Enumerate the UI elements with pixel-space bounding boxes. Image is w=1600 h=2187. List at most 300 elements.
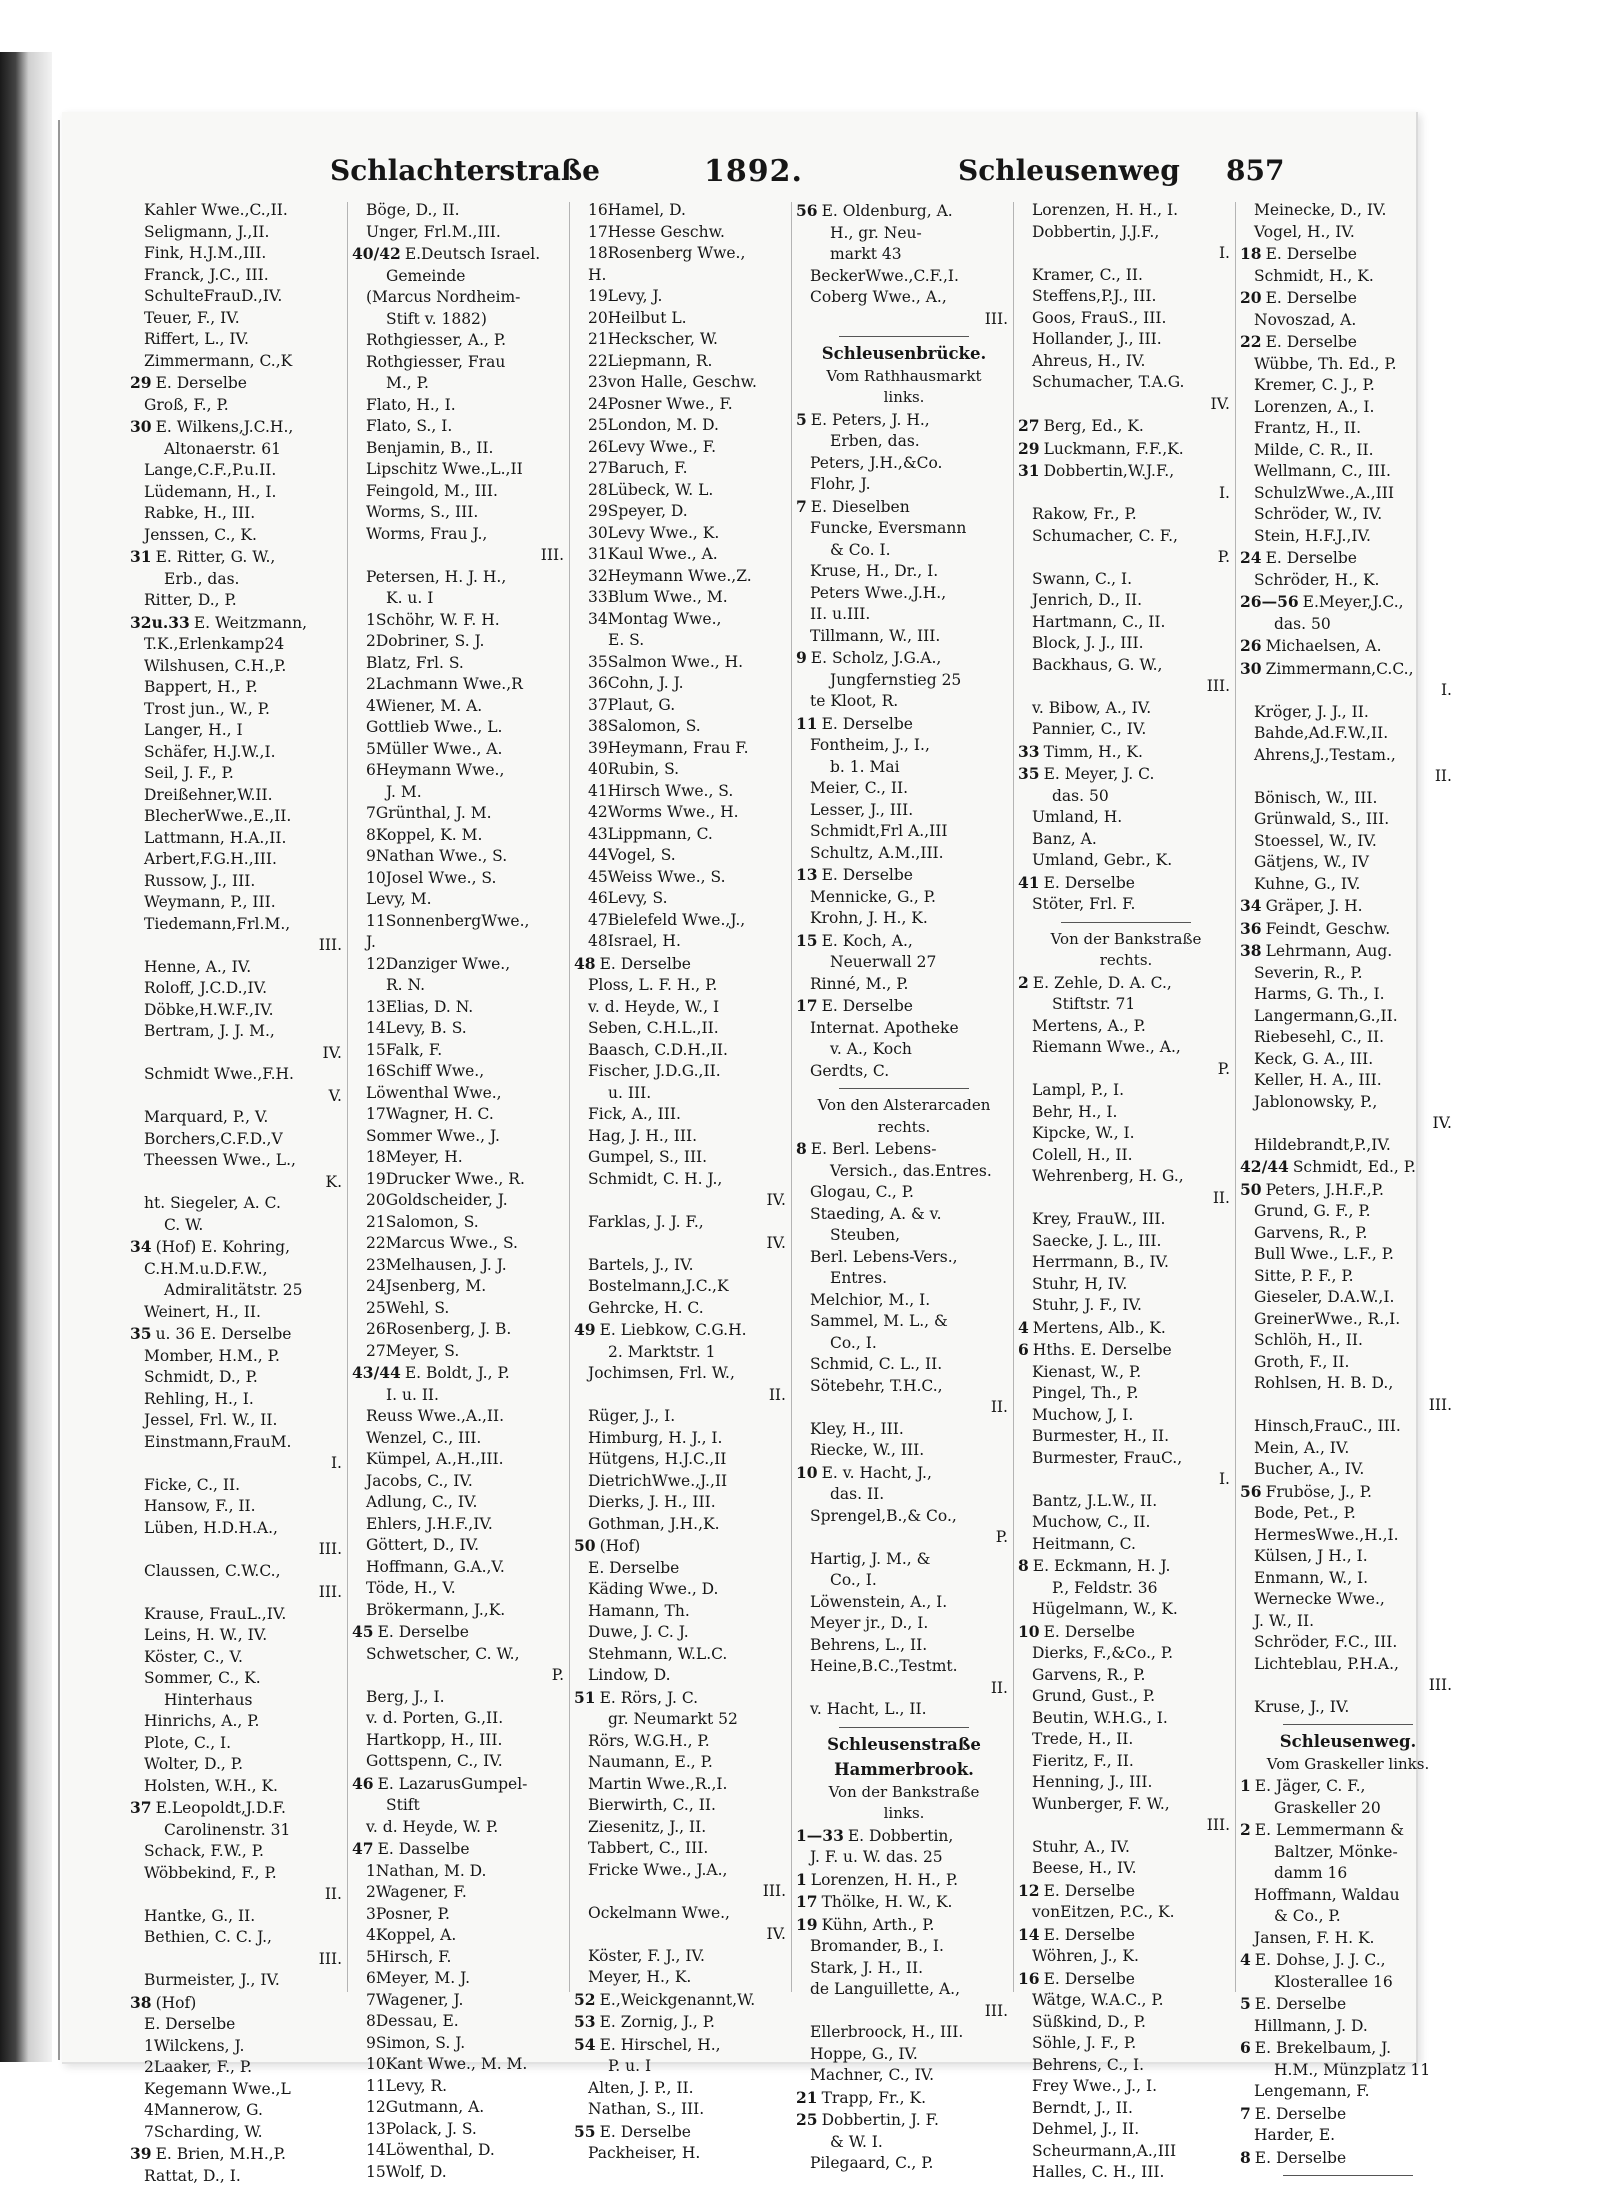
entry-text: 44Vogel, S. [588, 846, 676, 864]
directory-entry [574, 501, 790, 523]
entry-text: Ellerbroock, H., III. [810, 2023, 963, 2041]
directory-entry [130, 1021, 346, 1043]
entry-text: Dobbertin,W.J.F., [1044, 462, 1175, 480]
directory-entry [1240, 614, 1456, 636]
directory-entry [796, 1225, 1012, 1247]
entry-text: Plote, C., I. [144, 1734, 231, 1752]
entry-text: E. Derselbe [1255, 2105, 1346, 2123]
entry-text: Hoffmann, Waldau [1254, 1886, 1400, 1904]
entry-text: Hartkopp, H., III. [366, 1731, 502, 1749]
entry-text: 22Liepmann, R. [588, 352, 712, 370]
entry-text: E. Derselbe [1044, 874, 1135, 892]
entry-text: Fieritz, F., II. [1032, 1752, 1134, 1770]
entry-text: Bantz, J.L.W., II. [1032, 1492, 1157, 1510]
directory-entry [1018, 1383, 1234, 1405]
directory-entry [352, 1557, 568, 1579]
entry-text: E. Weitzmann, [194, 614, 307, 632]
house-number: 2 [1240, 1819, 1251, 1841]
entry-text: IV. [766, 1191, 786, 1209]
entry-text: Berl. Lebens-Vers., [810, 1248, 958, 1266]
entry-text: Köster, F. J., IV. [588, 1947, 705, 1965]
entry-text: Mein, A., IV. [1254, 1439, 1349, 1457]
entry-text: J. [366, 933, 376, 951]
house-number: 38 [1240, 940, 1262, 962]
entry-text: & Co. I. [830, 541, 891, 559]
entry-text: E. Derselbe [156, 374, 247, 392]
entry-text: 41Hirsch Wwe., S. [588, 782, 733, 800]
entry-text: Saecke, J. L., III. [1032, 1232, 1161, 1250]
entry-text: IV. [766, 1925, 786, 1943]
entry-text: Meier, C., II. [810, 779, 908, 797]
entry-text: II. [991, 1679, 1008, 1697]
entry-text: E. Derselbe [588, 1559, 679, 1577]
entry-text: Trede, H., II. [1032, 1730, 1133, 1748]
directory-entry [796, 1268, 1012, 1290]
entry-text: 25Wehl, S. [366, 1299, 449, 1317]
entry-text: Jacobs, C., IV. [366, 1472, 473, 1490]
entry-text: Bierwirth, C., II. [588, 1796, 716, 1814]
entry-text: 11Levy, R. [366, 2077, 447, 2095]
entry-text: Krey, FrauW., III. [1032, 1210, 1165, 1228]
directory-entry [1240, 1568, 1456, 1590]
directory-entry [796, 1914, 1012, 1937]
directory-entry [796, 1656, 1012, 1678]
entry-text: Bull Wwe., L.F., P. [1254, 1245, 1394, 1263]
entry-text: Jansen, F. H. K. [1254, 1929, 1374, 1947]
directory-entry [1018, 2098, 1234, 2120]
entry-text: Garvens, R., P. [1254, 1224, 1367, 1242]
entry-text: E. Derselbe [1044, 1970, 1135, 1988]
directory-entry [130, 1172, 346, 1194]
entry-text: GreinerWwe., R.,I. [1254, 1310, 1400, 1328]
house-number: 51 [574, 1687, 596, 1709]
entry-text: Lüben, H.D.H.A., [144, 1519, 278, 1537]
entry-text: E. Derselbe [144, 2015, 235, 2033]
entry-text: Benjamin, B., II. [366, 439, 493, 457]
directory-entry [796, 1247, 1012, 1269]
entry-text: 20Goldscheider, J. [366, 1191, 508, 1209]
directory-entry [574, 1558, 790, 1580]
entry-text: 31Kaul Wwe., A. [588, 545, 718, 563]
directory-entry [130, 546, 346, 569]
entry-text: Packheiser, H. [588, 2144, 700, 2162]
entry-text: Levy, M. [366, 890, 432, 908]
entry-text: Co., I. [830, 1334, 877, 1352]
directory-entry [352, 2119, 568, 2141]
entry-text: Hollander, J., III. [1032, 330, 1162, 348]
directory-entry [574, 1687, 790, 1710]
directory-entry [1240, 2060, 1456, 2082]
directory-entry [1018, 829, 1234, 851]
entry-text: Köster, C., V. [144, 1648, 243, 1666]
directory-entry [796, 1549, 1012, 1571]
entry-text: Stehmann, W.L.C. [588, 1645, 727, 1663]
directory-entry [574, 1342, 790, 1364]
directory-entry [130, 1561, 346, 1583]
entry-text: Dierks, J. H., III. [588, 1493, 716, 1511]
directory-entry [352, 868, 568, 890]
directory-entry [1018, 1729, 1234, 1751]
directory-entry [1018, 526, 1234, 548]
entry-text: Sprengel,B.,& Co., [810, 1507, 957, 1525]
entry-text: Trost jun., W., P. [144, 700, 270, 718]
directory-entry [130, 2036, 346, 2058]
entry-text: R. N. [386, 976, 425, 994]
house-number: 34 [1240, 895, 1262, 917]
entry-text: Henne, A., IV. [144, 958, 251, 976]
house-number: 47 [352, 1838, 374, 1860]
house-number: 40/42 [352, 243, 401, 265]
directory-entry [796, 2065, 1012, 2087]
entry-text: Seil, J. F., P. [144, 764, 234, 782]
directory-entry [352, 1492, 568, 1514]
entry-text: Severin, R., P. [1254, 964, 1363, 982]
entry-text: Carolinenstr. 31 [164, 1821, 290, 1839]
entry-text: v. Hacht, L., II. [810, 1700, 927, 1718]
entry-text: Peters, J.H.,&Co. [810, 454, 942, 472]
directory-entry [352, 2097, 568, 2119]
directory-entry [130, 892, 346, 914]
directory-entry [574, 1169, 790, 1191]
entry-text: Henning, J., III. [1032, 1773, 1152, 1791]
directory-entry [796, 1592, 1012, 1614]
street-direction: links. [796, 1803, 1012, 1825]
directory-entry [1240, 504, 1456, 526]
directory-entry [796, 1825, 1012, 1848]
house-number: 2 [1018, 972, 1029, 994]
entry-text: Peters Wwe.,J.H., [810, 584, 946, 602]
entry-text: E. Hirschel, H., [600, 2036, 721, 2054]
entry-text: u. 36 E. Derselbe [156, 1325, 292, 1343]
entry-text: Langermann,G.,II. [1254, 1007, 1398, 1025]
entry-text: Ficke, C., II. [144, 1476, 240, 1494]
directory-entry [796, 1138, 1012, 1161]
directory-entry [1240, 1697, 1456, 1719]
house-number: 24 [1240, 547, 1262, 569]
entry-text: Jungfernstieg 25 [830, 671, 961, 689]
entry-text: E. Derselbe [378, 1623, 469, 1641]
entry-text: Groth, F., II. [1254, 1353, 1349, 1371]
entry-text: Krause, FrauL.,IV. [144, 1605, 286, 1623]
street-direction: Von den Alsterarcaden [796, 1095, 1012, 1117]
entry-text: Keck, G. A., III. [1254, 1050, 1373, 1068]
directory-entry [130, 1150, 346, 1172]
house-number: 29 [1018, 438, 1040, 460]
entry-text: Jochimsen, Frl. W., [588, 1364, 735, 1382]
directory-entry [1018, 329, 1234, 351]
directory-entry [1240, 418, 1456, 440]
house-number: 1 [796, 1869, 807, 1891]
entry-text: Kröger, J. J., II. [1254, 703, 1369, 721]
entry-text: II. [325, 1885, 342, 1903]
entry-text: Hantke, G., II. [144, 1907, 255, 1925]
directory-entry [574, 1881, 790, 1903]
directory-entry [130, 871, 346, 893]
entry-text: Rothgiesser, Frau [366, 353, 505, 371]
directory-entry [352, 1861, 568, 1883]
directory-entry [574, 1967, 790, 1989]
directory-entry [1018, 1339, 1234, 1362]
directory-entry [1240, 940, 1456, 963]
entry-text: Fink, H.J.M.,III. [144, 244, 266, 262]
directory-entry [1240, 2103, 1456, 2126]
directory-entry [1018, 1837, 1234, 1859]
directory-entry [1018, 1880, 1234, 1903]
directory-entry [1018, 1621, 1234, 1644]
directory-entry [1240, 483, 1456, 505]
directory-entry [1240, 766, 1456, 788]
entry-text: Seligmann, J.,II. [144, 223, 269, 241]
directory-entry [1018, 394, 1234, 416]
entry-text: Bethien, C. C. J., [144, 1928, 272, 1946]
entry-text: C.H.M.u.D.F.W., [144, 1260, 268, 1278]
entry-text: Stiftstr. 71 [1052, 995, 1135, 1013]
entry-text: Beese, H., IV. [1032, 1859, 1137, 1877]
entry-text: Trapp, Fr., K. [822, 2089, 926, 2107]
entry-text: Duwe, J. C. J. [588, 1623, 689, 1641]
directory-entry [1240, 963, 1456, 985]
directory-entry [796, 800, 1012, 822]
entry-text: Pilegaard, C., P. [810, 2154, 933, 2172]
directory-entry [130, 308, 346, 330]
entry-text: Backhaus, G. W., [1032, 656, 1162, 674]
directory-entry [796, 1891, 1012, 1914]
street-heading: Hammerbrook. [796, 1759, 1012, 1781]
directory-entry [1018, 1534, 1234, 1556]
entry-text: 37Plaut, G. [588, 696, 675, 714]
directory-entry [574, 1903, 790, 1925]
entry-text: Fruböse, J., P. [1266, 1483, 1372, 1501]
entry-text: Stark, J. H., II. [810, 1959, 923, 1977]
directory-entry [130, 243, 346, 265]
directory-entry [1240, 266, 1456, 288]
directory-entry [352, 610, 568, 632]
header-street-left: Schlachterstraße [330, 154, 600, 187]
entry-text: Gumpel, S., III. [588, 1148, 707, 1166]
directory-entry [574, 695, 790, 717]
directory-entry [1240, 1863, 1456, 1885]
entry-text: I. [1219, 244, 1230, 262]
directory-entry [352, 287, 568, 309]
entry-text: Schröder, F.C., III. [1254, 1633, 1397, 1651]
entry-text: Banz, A. [1032, 830, 1097, 848]
house-number: 50 [574, 1535, 596, 1557]
entry-text: Bartels, J., IV. [588, 1256, 694, 1274]
directory-entry [130, 1475, 346, 1497]
entry-text: 2Dobriner, S. J. [366, 632, 484, 650]
directory-entry [352, 545, 568, 567]
directory-entry [130, 1043, 346, 1065]
entry-text: Stift [386, 1796, 420, 1814]
entry-text: Beutin, W.H.G., I. [1032, 1709, 1168, 1727]
directory-entry [796, 1440, 1012, 1462]
directory-entry [796, 1678, 1012, 1700]
directory-entry [1018, 1946, 1234, 1968]
directory-entry [574, 1817, 790, 1839]
entry-text: Hildebrandt,P.,IV. [1254, 1136, 1391, 1154]
entry-text: Hartig, J. M., & [810, 1550, 930, 1568]
column-divider [569, 202, 570, 1992]
entry-text: Gerdts, C. [810, 1062, 889, 1080]
directory-entry [1240, 1611, 1456, 1633]
entry-text: Worms, S., III. [366, 503, 478, 521]
directory-entry [574, 1838, 790, 1860]
entry-text: 8Koppel, K. M. [366, 826, 482, 844]
entry-text: Wenzel, C., III. [366, 1429, 481, 1447]
directory-entry [796, 474, 1012, 496]
directory-entry [1240, 1993, 1456, 2016]
entry-text: 14Levy, B. S. [366, 1019, 467, 1037]
entry-text: H.M., Münzplatz 11 [1274, 2061, 1430, 2079]
entry-text: Milde, C. R., II. [1254, 441, 1374, 459]
entry-text: Bappert, H., P. [144, 678, 258, 696]
entry-text: Schack, F.W., P. [144, 1842, 264, 1860]
entry-text: Baasch, C.D.H.,II. [588, 1041, 728, 1059]
entry-text: E. Dohse, J. J. C., [1255, 1951, 1386, 1969]
directory-entry [130, 1992, 346, 2015]
directory-entry [1018, 1469, 1234, 1491]
entry-text: Dobbertin, J.J.F., [1032, 223, 1159, 241]
directory-entry [1018, 504, 1234, 526]
house-number: 14 [1018, 1924, 1040, 1946]
entry-text: Rüger, J., I. [588, 1407, 675, 1425]
directory-entry [352, 524, 568, 546]
entry-text: E. S. [608, 631, 644, 649]
directory-entry [130, 1236, 346, 1259]
directory-entry [574, 1514, 790, 1536]
street-direction: rechts. [796, 1117, 1012, 1139]
house-number: 48 [574, 953, 596, 975]
directory-entry [574, 351, 790, 373]
directory-entry [574, 1924, 790, 1946]
directory-entry [1240, 1266, 1456, 1288]
house-number: 30 [130, 416, 152, 438]
entry-text: E. Brekelbaum, J. [1255, 2039, 1391, 2057]
entry-text: Rothgiesser, A., P. [366, 331, 506, 349]
entry-text: E. Derselbe [822, 715, 913, 733]
entry-text: Mertens, Alb., K. [1033, 1319, 1166, 1337]
entry-text: Baltzer, Mönke- [1274, 1843, 1398, 1861]
directory-entry [1018, 351, 1234, 373]
directory-entry [796, 604, 1012, 626]
directory-entry [796, 1290, 1012, 1312]
directory-entry [352, 502, 568, 524]
entry-text: Feingold, M., III. [366, 482, 498, 500]
directory-entry [130, 2014, 346, 2036]
entry-text: P., Feldstr. 36 [1052, 1579, 1158, 1597]
entry-text: Berndt, J., II. [1032, 2099, 1133, 2117]
directory-entry [352, 416, 568, 438]
directory-entry [130, 1302, 346, 1324]
entry-text: 33Blum Wwe., M. [588, 588, 728, 606]
entry-text: Riemann Wwe., A., [1032, 1038, 1181, 1056]
column-3 [574, 200, 790, 2000]
house-number: 1—33 [796, 1825, 844, 1847]
directory-entry [796, 1354, 1012, 1376]
page-number: 857 [1226, 154, 1284, 187]
entry-text: I. [1441, 681, 1452, 699]
directory-entry [796, 309, 1012, 331]
directory-entry [1240, 1223, 1456, 1245]
directory-entry [1240, 1395, 1456, 1417]
house-number: 1 [1240, 1775, 1251, 1797]
entry-text: Theessen Wwe., L., [144, 1151, 296, 1169]
house-number: 53 [574, 2011, 596, 2033]
directory-entry [574, 1406, 790, 1428]
entry-text: Lüdemann, H., I. [144, 483, 276, 501]
directory-entry [1240, 1928, 1456, 1950]
directory-entry [574, 781, 790, 803]
entry-text: E. Derselbe [822, 997, 913, 1015]
entry-text: 23Melhausen, J. J. [366, 1256, 507, 1274]
directory-entry [1240, 2037, 1456, 2060]
house-number: 19 [796, 1914, 818, 1936]
entry-text: Gätjens, W., IV [1254, 853, 1369, 871]
directory-entry [1018, 763, 1234, 786]
entry-text: Momber, H.M., P. [144, 1347, 280, 1365]
entry-text: Schmidt, C. H. J., [588, 1170, 722, 1188]
directory-entry [574, 845, 790, 867]
directory-entry [352, 760, 568, 782]
entry-text: markt 43 [830, 245, 902, 263]
directory-entry [130, 1107, 346, 1129]
directory-entry [130, 2100, 346, 2122]
entry-text: Bromander, B., I. [810, 1937, 944, 1955]
entry-text: 48Israel, H. [588, 932, 681, 950]
directory-entry [796, 2109, 1012, 2132]
directory-entry [130, 590, 346, 612]
house-number: 56 [1240, 1481, 1262, 1503]
directory-entry [352, 1104, 568, 1126]
directory-entry [352, 1449, 568, 1471]
directory-entry [1018, 1317, 1234, 1340]
directory-entry [1240, 243, 1456, 266]
directory-entry [352, 243, 568, 266]
directory-entry [796, 2153, 1012, 2175]
entry-text: III. [763, 1882, 786, 1900]
entry-text: E. Boldt, J., P. [405, 1364, 510, 1382]
directory-entry [574, 1061, 790, 1083]
directory-entry [352, 1298, 568, 1320]
entry-text: Brökermann, J.,K. [366, 1601, 505, 1619]
directory-entry [796, 843, 1012, 865]
entry-text: Kienast, W., P. [1032, 1363, 1141, 1381]
house-number: 25 [796, 2109, 818, 2131]
directory-entry [574, 566, 790, 588]
directory-entry [1018, 1578, 1234, 1600]
entry-text: 6Heymann Wwe., [366, 761, 504, 779]
entry-text: Co., I. [830, 1571, 877, 1589]
entry-text: 29Speyer, D. [588, 502, 688, 520]
column-5 [1018, 200, 1234, 2000]
house-number: 30 [1240, 658, 1262, 680]
directory-entry [1018, 1599, 1234, 1621]
directory-entry [352, 222, 568, 244]
directory-entry [130, 1086, 346, 1108]
house-number: 5 [796, 409, 807, 431]
entry-text: Kramer, C., II. [1032, 266, 1143, 284]
directory-entry [1240, 1503, 1456, 1525]
entry-text: E. Derselbe [1266, 549, 1357, 567]
entry-text: III. [319, 1950, 342, 1968]
entry-text: E. Rörs, J. C. [600, 1689, 699, 1707]
directory-entry [796, 1958, 1012, 1980]
directory-entry [1018, 547, 1234, 569]
entry-text: E. Derselbe [1266, 245, 1357, 263]
entry-text: Tillmann, W., III. [810, 627, 940, 645]
directory-entry [796, 713, 1012, 736]
directory-entry [574, 200, 790, 222]
